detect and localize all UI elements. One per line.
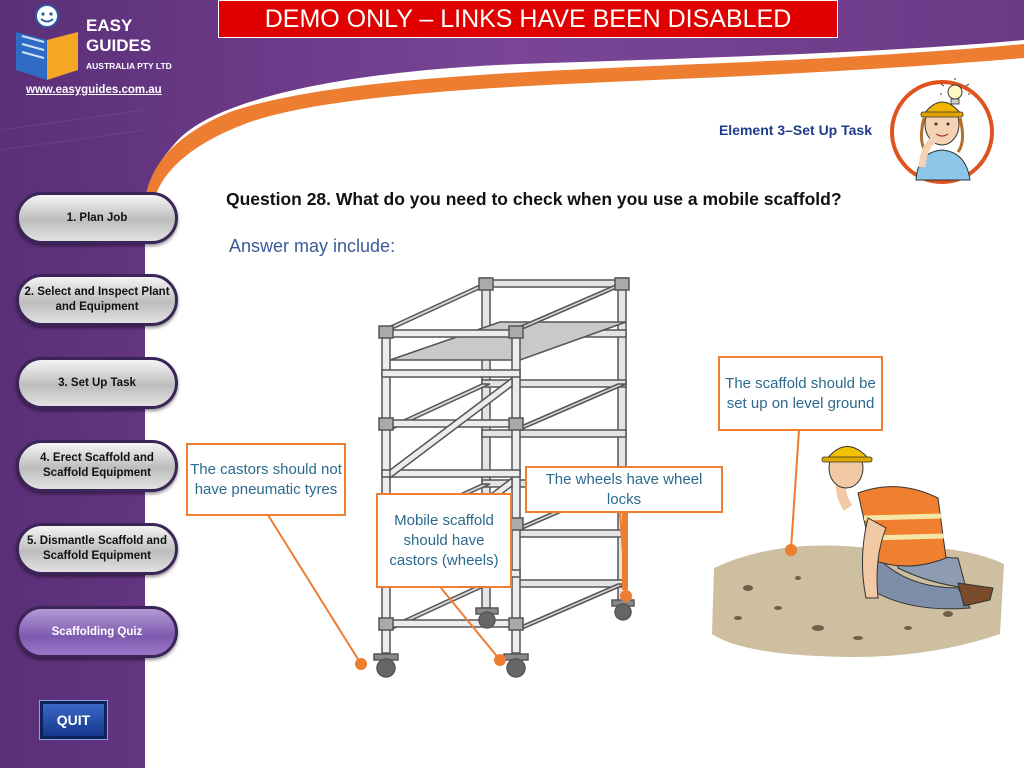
element-title: Element 3–Set Up Task bbox=[718, 122, 872, 138]
callout-mobile-castors: Mobile scaffold should have castors (wheels) bbox=[376, 493, 512, 588]
nav-button-dismantle-scaffold[interactable]: 5. Dismantle Scaffold and Scaffold Equipment bbox=[16, 523, 178, 575]
nav-button-select-inspect[interactable]: 2. Select and Inspect Plant and Equipment bbox=[16, 274, 178, 326]
kneeling-worker-illustration bbox=[708, 438, 1008, 666]
brand-line-1: EASY bbox=[86, 16, 133, 35]
nav-button-set-up-task[interactable]: 3. Set Up Task bbox=[16, 357, 178, 409]
brand-subtitle: AUSTRALIA PTY LTD bbox=[86, 61, 172, 71]
answer-intro: Answer may include: bbox=[229, 236, 396, 256]
easy-guides-logo-icon bbox=[10, 2, 84, 82]
nav-button-scaffolding-quiz[interactable]: Scaffolding Quiz bbox=[16, 606, 178, 658]
callout-castors-tyres: The castors should not have pneumatic tyres bbox=[186, 443, 346, 516]
website-link[interactable]: www.easyguides.com.au bbox=[26, 84, 162, 96]
quit-button[interactable]: QUIT bbox=[40, 701, 107, 739]
brand-name bbox=[86, 16, 151, 56]
callout-level-ground: The scaffold should be set up on level ground bbox=[718, 356, 883, 431]
lightbulb-icon bbox=[940, 78, 970, 112]
brand-line-2: GUIDES bbox=[86, 36, 152, 55]
nav-button-plan-job[interactable]: 1. Plan Job bbox=[16, 192, 178, 244]
nav-button-erect-scaffold[interactable]: 4. Erect Scaffold and Scaffold Equipment bbox=[16, 440, 178, 492]
question-text: Question 28. What do you need to check when you use a mobile scaffold? bbox=[226, 189, 842, 209]
callout-wheel-locks: The wheels have wheel locks bbox=[525, 466, 723, 513]
demo-banner: DEMO ONLY – LINKS HAVE BEEN DISABLED bbox=[218, 0, 838, 38]
